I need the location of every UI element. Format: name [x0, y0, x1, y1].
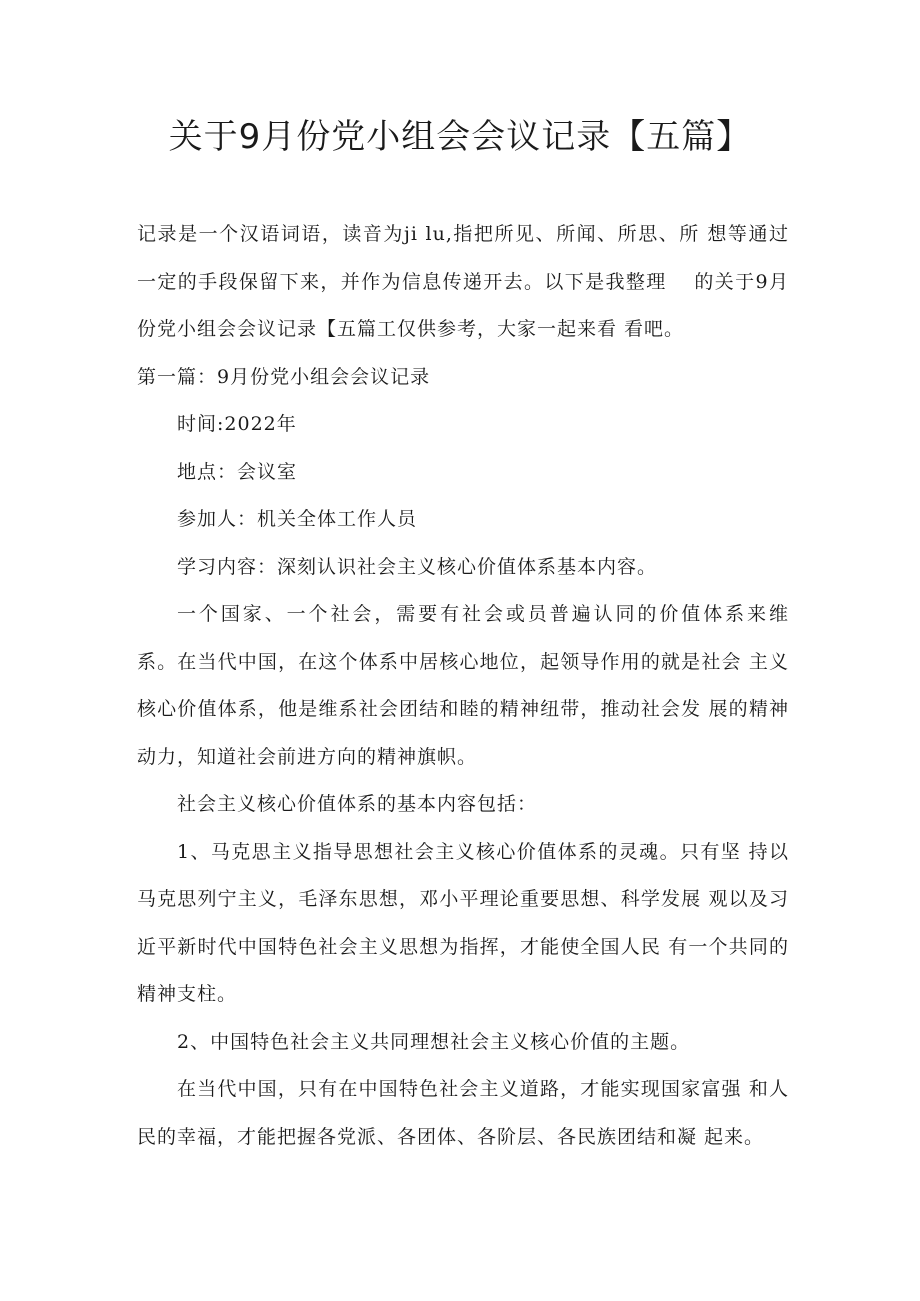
- paragraph: 地点：会议室: [177, 460, 298, 483]
- paragraph: 在当代中国，只有在中国特色社会主义道路，才能实现国家富强 和人民的幸福，才能把握各党派、各团体、各阶层、各民族团结和凝 起来。: [137, 1078, 789, 1148]
- paragraph: 1、马克思主义指导思想社会主义核心价值体系的灵魂。只有坚 持以马克思列宁主义，毛泽东思想，邓小平理论重要思想、科学发展 观以及习近平新时代中国特色社会主义思想为指挥，才能使全国人民 有一个共同的精神支柱。: [137, 840, 789, 1005]
- paragraph: 时间:2022年: [177, 413, 297, 435]
- document-body: [137, 211, 817, 1161]
- paragraph: 一个国家、一个社会，需要有社会或员普遍认同的价值体系来维 系。在当代中国，在这个体系中居核心地位，起领导作用的就是社会 主义核心价值体系，他是维系社会团结和睦的精神纽带，推动社会发 展的精神动力，知道社会前进方向的精神旗帜。: [137, 603, 817, 768]
- paragraph: 第一篇：9月份党小组会会议记录: [137, 365, 431, 388]
- paragraph: 记录是一个汉语词语，读音为ji lu,指把所见、所闻、所思、所 想等通过一定的手段保留下来，并作为信息传递开去。以下是我整理 的关于9月份党小组会会议记录【五篇工仅供参考，大家一起来看 看吧。: [137, 223, 789, 340]
- paragraph: 学习内容：深刻认识社会主义核心价值体系基本内容。: [177, 555, 658, 578]
- paragraph: 2、中国特色社会主义共同理想社会主义核心价值的主题。: [177, 1030, 691, 1053]
- paragraph: 社会主义核心价值体系的基本内容包括：: [177, 793, 538, 815]
- paragraph: 参加人：机关全体工作人员: [177, 508, 418, 530]
- document-title: 关于9月份党小组会会议记录【五篇】: [168, 117, 752, 157]
